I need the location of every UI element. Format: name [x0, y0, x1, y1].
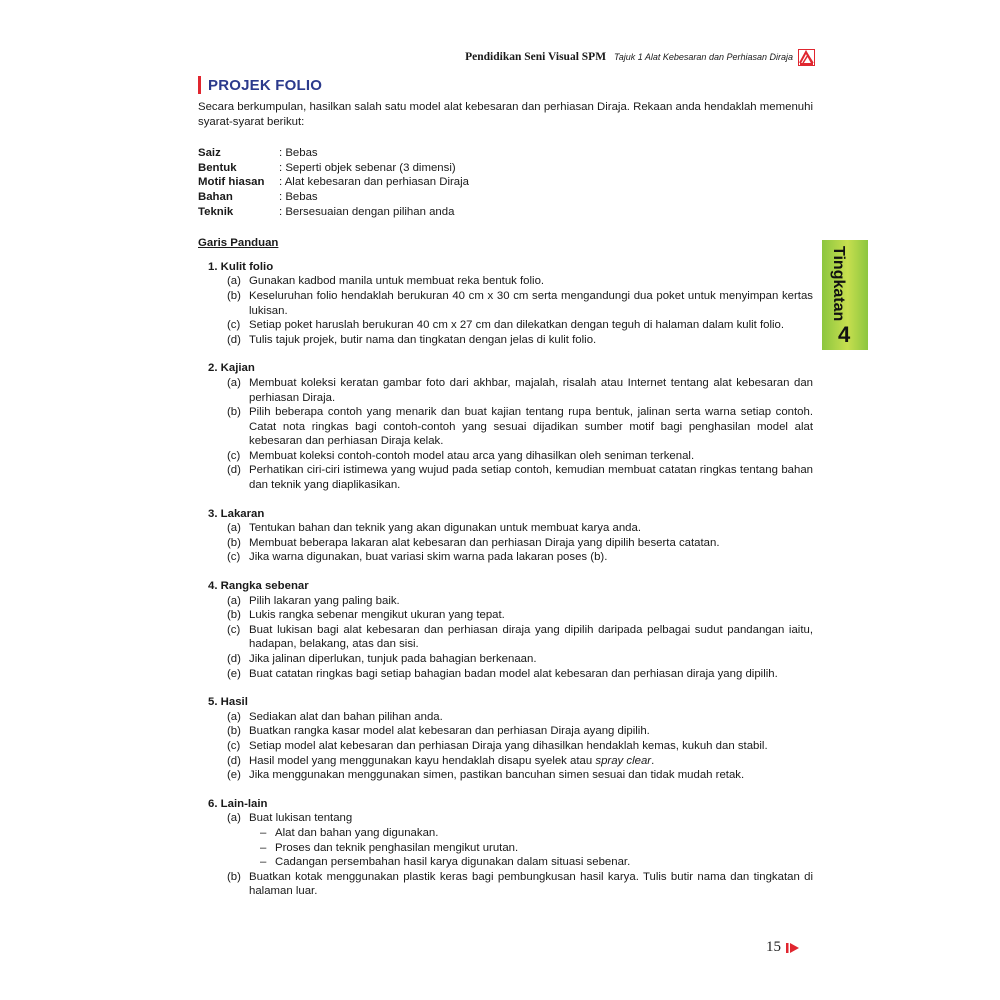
section-heading: 2. Kajian [208, 362, 255, 375]
item-label: (a) [227, 710, 241, 723]
item-label: (c) [227, 319, 241, 332]
item-text-main: Pilih beberapa contoh yang menarik dan buat kajian tentang rupa bentuk, jalinan serta warna setiap contoh. Catat nota ringkas bagi contoh-contoh yang sesuai dijadikan sumber motif bagi penghasilan model alat kebesaran dan perhiasan Diraja kelak. [249, 406, 813, 448]
item-text [249, 318, 813, 333]
item-text-main: Setiap poket haruslah berukuran 40 cm x 27 cm dan dilekatkan dengan teguh di halaman dalam kulit folio. [249, 319, 785, 332]
list-item [208, 608, 813, 623]
requirement-row [198, 205, 469, 220]
guide-section [198, 695, 813, 783]
list-item [208, 652, 813, 667]
item-label: (d) [227, 653, 241, 665]
item-text-main: Gunakan kadbod manila untuk membuat reka bentuk folio. [249, 275, 545, 288]
item-text [249, 739, 813, 754]
item-text-main: Buatkan rangka kasar model alat kebesaran dan perhiasan Diraja ayang dipilih. [249, 725, 650, 738]
section-heading: 3. Lakaran [208, 507, 265, 520]
list-item [208, 594, 813, 609]
requirement-key: Saiz [198, 147, 221, 160]
requirement-value: : Bebas [279, 147, 318, 160]
item-text-main: Jika warna digunakan, buat variasi skim warna pada lakaran poses (b). [249, 551, 608, 564]
item-text [249, 710, 813, 725]
item-text-main: Sediakan alat dan bahan pilihan anda. [249, 710, 443, 723]
publisher-logo-icon [798, 49, 815, 66]
sub-item [208, 841, 813, 856]
sub-item-text: Proses dan teknik penghasilan mengikut urutan. [275, 841, 519, 854]
list-item [208, 870, 813, 899]
item-text-after: . [651, 754, 655, 767]
item-text-main: Buat lukisan bagi alat kebesaran dan perhiasan diraja yang dipilih daripada pelbagai sudut pandangan iaitu, hadapan, belakang, atas dan sisi. [249, 623, 813, 651]
requirement-row [198, 190, 469, 205]
requirement-value: : Bebas [279, 190, 318, 203]
project-title-block [198, 76, 322, 94]
list-item [208, 289, 813, 318]
requirement-row [198, 146, 469, 161]
form-level-tab [822, 240, 868, 350]
item-label: (c) [227, 449, 241, 462]
item-label: (b) [227, 289, 241, 302]
item-label: (a) [227, 594, 241, 607]
guide-sections [198, 260, 813, 899]
guide-section [198, 361, 813, 492]
intro-paragraph: Secara berkumpulan, hasilkan salah satu model alat kebesaran dan perhiasan Diraja. Rekaan anda hendaklah memenuhi syarat-syarat berikut: [198, 101, 813, 128]
item-label: (a) [227, 275, 241, 288]
guide-section [198, 260, 813, 348]
dash-bullet: – [260, 856, 267, 869]
list-item [208, 376, 813, 405]
item-text [249, 289, 813, 318]
requirement-row [198, 175, 469, 190]
item-text [249, 449, 813, 464]
item-text-main: Jika jalinan diperlukan, tunjuk pada bahagian berkenaan. [249, 653, 537, 665]
sub-item [208, 855, 813, 870]
section-heading: 4. Rangka sebenar [208, 580, 309, 593]
list-item [208, 811, 813, 826]
list-item [208, 710, 813, 725]
item-label: (b) [227, 609, 241, 622]
chapter-title: Tajuk 1 Alat Kebesaran dan Perhiasan Diraja [614, 52, 793, 62]
item-text [249, 623, 813, 652]
section-heading: 6. Lain-lain [208, 797, 268, 810]
item-text [249, 667, 813, 682]
item-text-main: Membuat beberapa lakaran alat kebesaran dan perhiasan Diraja yang dipilih beserta catatan. [249, 536, 720, 549]
item-label: (a) [227, 522, 241, 535]
requirement-key: Bahan [198, 190, 233, 203]
list-item [208, 768, 813, 783]
running-header [380, 47, 815, 67]
list-item [208, 521, 813, 536]
list-item [208, 623, 813, 652]
item-text [249, 376, 813, 405]
item-label: (d) [227, 464, 241, 477]
list-item [208, 667, 813, 682]
dash-bullet: – [260, 826, 267, 839]
item-label: (e) [227, 667, 241, 680]
item-label: (d) [227, 333, 241, 346]
item-label: (c) [227, 551, 241, 564]
item-text [249, 608, 813, 623]
section-heading: 5. Hasil [208, 696, 248, 709]
list-item [208, 333, 813, 348]
item-text-main: Membuat koleksi contoh-contoh model atau arca yang dihasilkan oleh seniman terkenal. [249, 449, 695, 462]
item-text-main: Pilih lakaran yang paling baik. [249, 594, 400, 607]
title-accent-bar [198, 76, 201, 94]
tab-label: Tingkatan [830, 246, 847, 322]
item-text-main: Buat catatan ringkas bagi setiap bahagian badan model alat kebesaran dan perhiasan diraja yang dipilih. [249, 667, 778, 680]
item-text-main: Tentukan bahan dan teknik yang akan digunakan untuk membuat karya anda. [249, 522, 641, 535]
page-number-block [766, 939, 800, 956]
item-text [249, 811, 813, 826]
item-text [249, 550, 813, 565]
item-text [249, 652, 813, 667]
item-label: (a) [227, 376, 241, 389]
page-number: 15 [766, 939, 781, 955]
item-label: (b) [227, 725, 241, 738]
book-title: Pendidikan Seni Visual SPM [465, 51, 607, 63]
guide-heading: Garis Panduan [198, 237, 279, 250]
item-label: (c) [227, 739, 241, 752]
item-text-main: Buatkan kotak menggunakan plastik keras bagi pembungkusan hasil karya. Tulis butir nama dan tingkatan di halaman luar. [249, 870, 813, 898]
item-label: (b) [227, 870, 241, 883]
page-title: PROJEK FOLIO [208, 76, 323, 94]
item-text-italic: spray clear [595, 754, 652, 767]
guide-section [198, 797, 813, 899]
item-text-main: Buat lukisan tentang [249, 812, 353, 825]
requirement-value: : Seperti objek sebenar (3 dimensi) [279, 161, 456, 174]
main-content [198, 100, 813, 899]
item-text-main: Jika menggunakan menggunakan simen, pastikan bancuhan simen sesuai dan tidak mudah retak. [249, 769, 745, 782]
item-text [249, 768, 813, 783]
requirements-table [198, 146, 469, 219]
list-item [208, 739, 813, 754]
item-text [249, 724, 813, 739]
item-text [249, 333, 813, 348]
item-label: (d) [227, 754, 241, 767]
item-label: (b) [227, 536, 241, 549]
item-text-main: Hasil model yang menggunakan kayu hendaklah disapu syelek atau [249, 754, 596, 767]
item-text-main: Membuat koleksi keratan gambar foto dari akhbar, majalah, risalah atau Internet tentang alat kebesaran dan perhiasan Diraja. [249, 376, 813, 404]
sub-item-text: Alat dan bahan yang digunakan. [275, 826, 439, 839]
item-text-main: Perhatikan ciri-ciri istimewa yang wujud pada setiap contoh, kemudian membuat catatan ringkas tentang bahan dan teknik yang diaplikasikan. [249, 464, 813, 492]
item-label: (e) [227, 769, 241, 782]
item-label: (a) [227, 812, 241, 825]
item-text-main: Tulis tajuk projek, butir nama dan tingkatan dengan jelas di kulit folio. [249, 333, 597, 346]
item-label: (c) [227, 623, 241, 636]
requirement-key: Bentuk [198, 161, 237, 174]
section-heading: 1. Kulit folio [208, 260, 274, 273]
list-item [208, 274, 813, 289]
item-text [249, 463, 813, 492]
list-item [208, 550, 813, 565]
item-label: (b) [227, 406, 241, 419]
item-text [249, 870, 813, 899]
list-item [208, 449, 813, 464]
guide-section [198, 507, 813, 565]
guide-section [198, 579, 813, 681]
tab-number: 4 [838, 322, 851, 347]
item-text-main: Keseluruhan folio hendaklah berukuran 40 cm x 30 cm serta mengandungi dua poket untuk menyimpan kertas lukisan. [249, 289, 813, 317]
dash-bullet: – [260, 841, 267, 854]
sub-item [208, 826, 813, 841]
list-item [208, 463, 813, 492]
item-text [249, 754, 813, 769]
item-text-main: Lukis rangka sebenar mengikut ukuran yang tepat. [249, 609, 505, 622]
requirement-row [198, 161, 469, 176]
item-text [249, 521, 813, 536]
list-item [208, 724, 813, 739]
list-item [208, 536, 813, 551]
item-text [249, 536, 813, 551]
item-text [249, 274, 813, 289]
requirement-value: : Alat kebesaran dan perhiasan Diraja [279, 176, 469, 189]
item-text [249, 594, 813, 609]
requirement-key: Motif hiasan [198, 176, 265, 189]
requirement-key: Teknik [198, 205, 234, 218]
requirement-value: : Bersesuaian dengan pilihan anda [279, 205, 455, 218]
list-item [208, 405, 813, 449]
item-text-main: Setiap model alat kebesaran dan perhiasan Diraja yang dihasilkan hendaklah kemas, kukuh dan stabil. [249, 739, 768, 752]
next-arrow-icon [786, 942, 800, 954]
sub-item-text: Cadangan persembahan hasil karya digunakan dalam situasi sebenar. [275, 856, 631, 869]
list-item [208, 754, 813, 769]
list-item [208, 318, 813, 333]
item-text [249, 405, 813, 449]
